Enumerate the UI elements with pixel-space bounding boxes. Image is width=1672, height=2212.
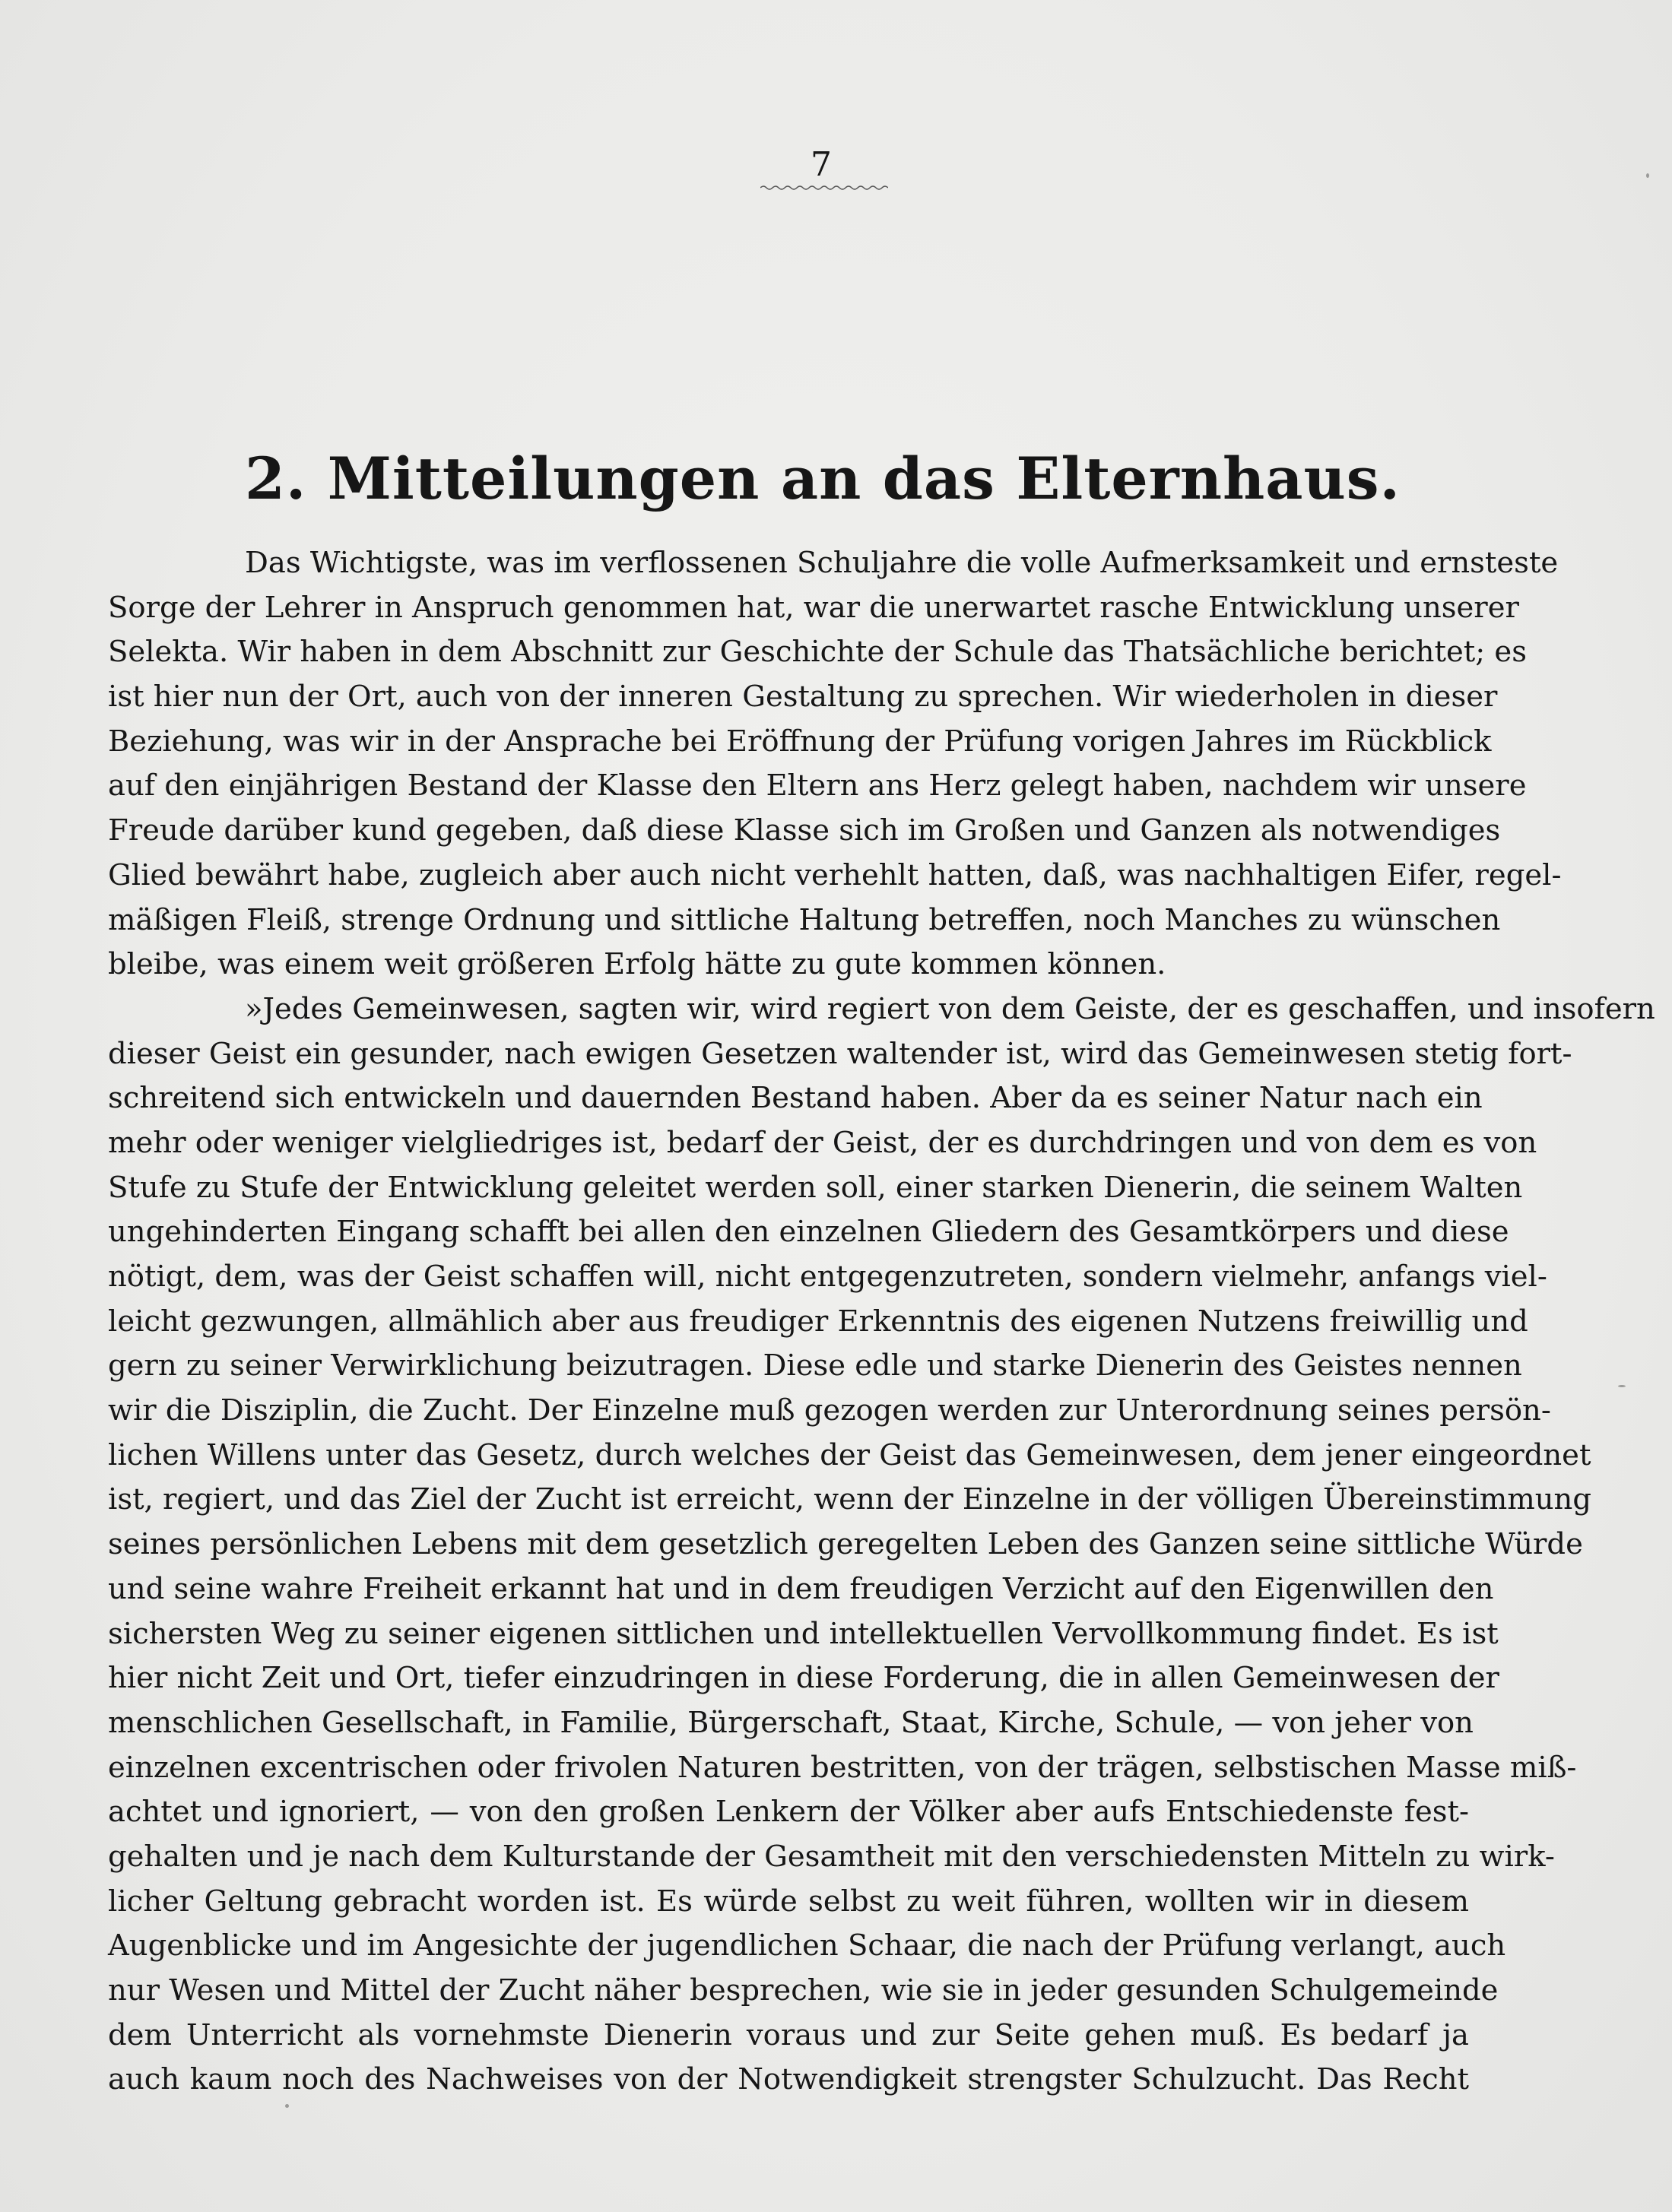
body-text [108, 541, 1655, 2103]
text-line: Selekta. Wir haben in dem Abschnitt zur Geschichte der Schule das Thatsächliche berichtet; es [108, 635, 1527, 670]
text-line: auch kaum noch des Nachweises von der Notwendigkeit strengster Schulzucht. Das Recht [108, 2062, 1469, 2097]
text-line: Freude darüber kund gegeben, daß diese Klasse sich im Großen und Ganzen als notwendiges [108, 813, 1501, 848]
scan-speck [1646, 173, 1649, 178]
text-line: nur Wesen und Mittel der Zucht näher besprechen, wie sie in jeder gesunden Schulgemeinde [108, 1973, 1499, 2008]
text-line: gern zu seiner Verwirklichung beizutragen. Diese edle und starke Dienerin des Geistes nennen [108, 1348, 1522, 1383]
text-line: schreitend sich entwickeln und dauernden Bestand haben. Aber da es seiner Natur nach ein [108, 1081, 1483, 1116]
text-line: licher Geltung gebracht worden ist. Es würde selbst zu weit führen, wollten wir in diesem [108, 1884, 1469, 1919]
text-line: hier nicht Zeit und Ort, tiefer einzudringen in diese Forderung, die in allen Gemeinwesen der [108, 1661, 1499, 1696]
text-line: auf den einjährigen Bestand der Klasse den Eltern ans Herz gelegt haben, nachdem wir unsere [108, 768, 1527, 803]
text-line: dem Unterricht als vornehmste Dienerin voraus und zur Seite gehen muß. Es bedarf ja [108, 2017, 1469, 2052]
scan-speck [1618, 1385, 1626, 1387]
section-title: 2. Mitteilungen an das Elternhaus. [245, 445, 1401, 512]
text-line: »Jedes Gemeinwesen, sagten wir, wird regiert von dem Geiste, der es geschaffen, und insofern [245, 991, 1655, 1026]
text-line: wir die Disziplin, die Zucht. Der Einzelne muß gezogen werden zur Unterordnung seines persön- [108, 1393, 1551, 1428]
text-line: Sorge der Lehrer in Anspruch genommen hat, war die unerwartet rasche Entwicklung unserer [108, 590, 1519, 625]
text-line: Glied bewährt habe, zugleich aber auch nicht verhehlt hatten, daß, was nachhaltigen Eifer, regel- [108, 857, 1562, 892]
text-line: einzelnen excentrischen oder frivolen Naturen bestritten, von der trägen, selbstischen Masse miß- [108, 1750, 1577, 1785]
text-line: gehalten und je nach dem Kulturstande der Gesamtheit mit den verschiedensten Mitteln zu wirk- [108, 1839, 1555, 1874]
text-line: mehr oder weniger vielgliedriges ist, bedarf der Geist, der es durchdringen und von dem es von [108, 1125, 1537, 1160]
ornament-rule [760, 184, 888, 192]
text-line: ungehinderten Eingang schafft bei allen den einzelnen Gliedern des Gesamtkörpers und diese [108, 1215, 1509, 1250]
text-line: dieser Geist ein gesunder, nach ewigen Gesetzen waltender ist, wird das Gemeinwesen stetig fort- [108, 1036, 1572, 1071]
text-line: ist hier nun der Ort, auch von der inneren Gestaltung zu sprechen. Wir wiederholen in dieser [108, 680, 1498, 715]
text-line: und seine wahre Freiheit erkannt hat und in dem freudigen Verzicht auf den Eigenwillen den [108, 1571, 1494, 1606]
text-line: ist, regiert, und das Ziel der Zucht ist erreicht, wenn der Einzelne in der völligen Übereinstimmung [108, 1482, 1591, 1517]
page-number: 7 [811, 145, 832, 184]
text-line: bleibe, was einem weit größeren Erfolg hätte zu gute kommen können. [108, 947, 1166, 982]
text-line: Das Wichtigste, was im verflossenen Schuljahre die volle Aufmerksamkeit und ernsteste [245, 546, 1559, 580]
text-line: seines persönlichen Lebens mit dem gesetzlich geregelten Leben des Ganzen seine sittliche Würde [108, 1527, 1583, 1562]
text-line: achtet und ignoriert, — von den großen Lenkern der Völker aber aufs Entschiedenste fest- [108, 1795, 1469, 1830]
text-line: Stufe zu Stufe der Entwicklung geleitet werden soll, einer starken Dienerin, die seinem Walten [108, 1170, 1523, 1205]
text-line: mäßigen Fleiß, strenge Ordnung und sittliche Haltung betreffen, noch Manches zu wünschen [108, 902, 1501, 937]
text-line: Augenblicke und im Angesichte der jugendlichen Schaar, die nach der Prüfung verlangt, auch [108, 1928, 1506, 1963]
text-line: menschlichen Gesellschaft, in Familie, Bürgerschaft, Staat, Kirche, Schule, — von jeher von [108, 1705, 1474, 1740]
scan-speck [285, 2104, 289, 2108]
text-line: lichen Willens unter das Gesetz, durch welches der Geist das Gemeinwesen, dem jener eingeordnet [108, 1437, 1591, 1472]
text-line: Beziehung, was wir in der Ansprache bei Eröffnung der Prüfung vorigen Jahres im Rückblick [108, 724, 1492, 759]
text-line: sichersten Weg zu seiner eigenen sittlichen und intellektuellen Vervollkommung findet. Es ist [108, 1616, 1499, 1651]
text-line: leicht gezwungen, allmählich aber aus freudiger Erkenntnis des eigenen Nutzens freiwillig und [108, 1304, 1528, 1339]
text-line: nötigt, dem, was der Geist schaffen will, nicht entgegenzutreten, sondern vielmehr, anfangs viel- [108, 1260, 1547, 1294]
